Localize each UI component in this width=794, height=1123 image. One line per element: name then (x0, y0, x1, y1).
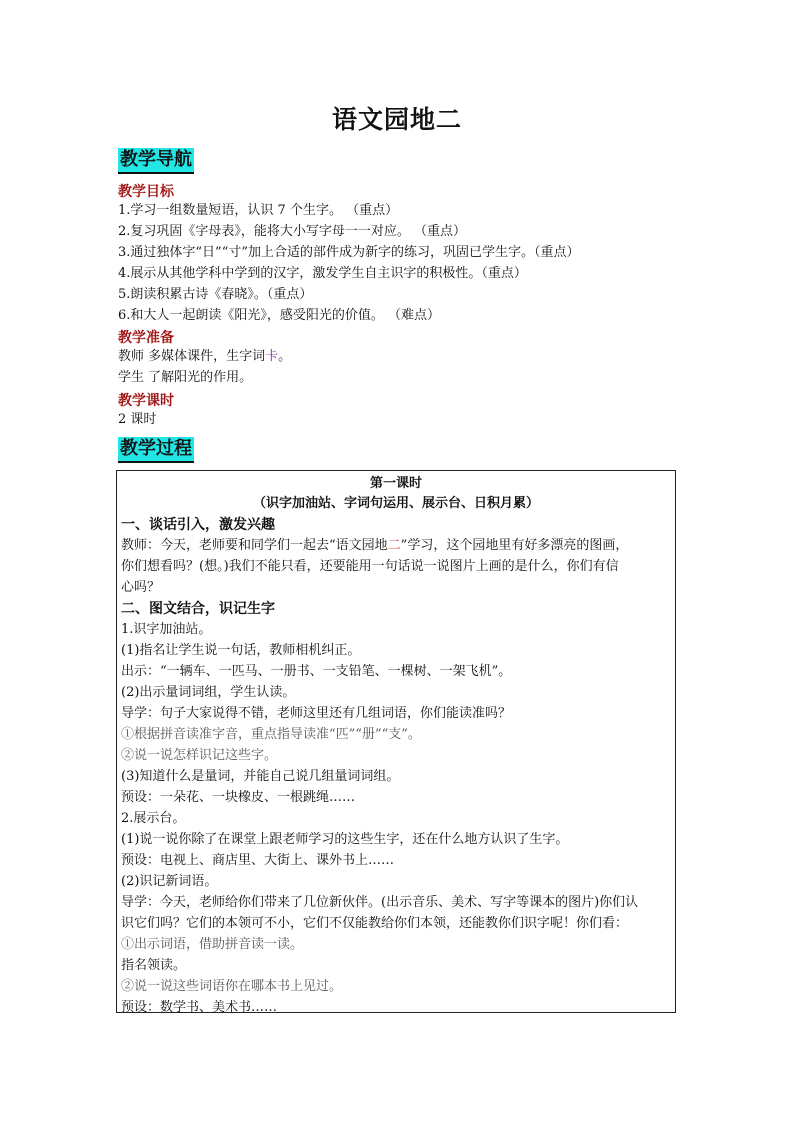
part1-text-line2: 你们想看吗？(想。)我们不能只看，还要能用一句话说一说图片上画的是什么，你们有信 (121, 559, 619, 574)
lesson-line: 识它们吗？它们的本领可不小，它们不仅能教给你们本领，还能教你们识字呢！你们看： (121, 916, 629, 931)
hours-heading: 教学课时 (118, 393, 174, 409)
part2-heading: 二、图文结合，识记生字 (121, 601, 275, 617)
hours-value: 2 课时 (118, 412, 157, 427)
lesson-line: 指名领读。 (121, 958, 187, 973)
lesson-line: ①出示词语，借助拼音读一读。 (121, 937, 304, 952)
part1-text-line1 (121, 537, 628, 555)
prep-teacher-suffix: 。 (278, 349, 292, 364)
part1-heading: 一、谈话引入，激发兴趣 (121, 517, 275, 533)
goal-item-1: 1.学习一组数量短语，认识 7 个生字。 （重点） (118, 203, 399, 218)
lesson-line: (2)识记新词语。 (121, 874, 218, 889)
lesson-line: 预设：一朵花、一块橡皮、一根跳绳…… (121, 790, 356, 805)
page-title: 语文园地二 (331, 105, 462, 134)
lesson-line: ②说一说这些词语你在哪本书上见过。 (121, 979, 343, 994)
goal-item-3: 3.通过独体字“日”“寸”加上合适的部件成为新字的练习，巩固已学生字。（重点） (118, 245, 580, 260)
part1-text-line3: 心吗？ (121, 580, 161, 595)
lesson-line: 导学：句子大家说得不错，老师这里还有几组词语，你们能读准吗？ (121, 706, 512, 721)
lesson-line: (3)知道什么是量词，并能自己说几组量词词组。 (121, 769, 400, 784)
lesson-line: ①根据拼音读准字音，重点指导读准“匹”“册”“支”。 (121, 727, 421, 742)
part1-text-b: 二 (387, 538, 401, 553)
lesson-line: 出示：“一辆车、一匹马、一册书、一支铅笔、一棵树、一架飞机”。 (121, 664, 512, 679)
prep-student: 学生 了解阳光的作用。 (118, 370, 253, 385)
prep-teacher-text: 教师 多媒体课件，生字词 (118, 349, 266, 364)
prep-heading: 教学准备 (118, 330, 174, 346)
part1-text-c: ”学习，这个园地里有好多漂亮的图画， (400, 538, 629, 553)
goal-item-2: 2.复习巩固《字母表》，能将大小写字母一一对应。 （重点） (118, 224, 467, 239)
section-heading-nav: 教学导航 (118, 148, 194, 174)
section-heading-process: 教学过程 (118, 437, 194, 463)
lesson-line: (2)出示量词词组，学生认读。 (121, 685, 296, 700)
goal-item-6: 6.和大人一起朗读《阳光》，感受阳光的价值。 （难点） (118, 308, 441, 323)
lesson-line: 预设：数学书、美术书…… (121, 1000, 278, 1015)
prep-teacher (118, 348, 291, 366)
lesson-table (116, 470, 676, 1013)
lesson-line: ②说一说怎样识记这些字。 (121, 748, 278, 763)
lesson-line: 预设：电视上、商店里、大街上、课外书上…… (121, 853, 395, 868)
lesson-line: (1)说一说你除了在课堂上跟老师学习的这些生字，还在什么地方认识了生字。 (121, 832, 569, 847)
prep-teacher-highlight: 卡 (265, 349, 279, 364)
lesson-line: 1.识字加油站。 (121, 622, 212, 637)
lesson-title: 第一课时 (369, 476, 422, 491)
lesson-line: 2.展示台。 (121, 811, 186, 826)
part1-text-a: 教师：今天，老师要和同学们一起去“语文园地 (121, 538, 388, 553)
goal-item-5: 5.朗读积累古诗《春晓》。（重点） (118, 287, 313, 302)
lesson-line: (1)指名让学生说一句话，教师相机纠正。 (121, 643, 361, 658)
lesson-subtitle: （识字加油站、字词句运用、展示台、日积月累） (252, 496, 539, 511)
goals-heading: 教学目标 (118, 184, 174, 200)
goal-item-4: 4.展示从其他学科中学到的汉字，激发学生自主识字的积极性。（重点） (118, 266, 527, 281)
lesson-line: 导学：今天，老师给你们带来了几位新伙伴。(出示音乐、美术、写字等课本的图片)你们认 (121, 895, 639, 910)
